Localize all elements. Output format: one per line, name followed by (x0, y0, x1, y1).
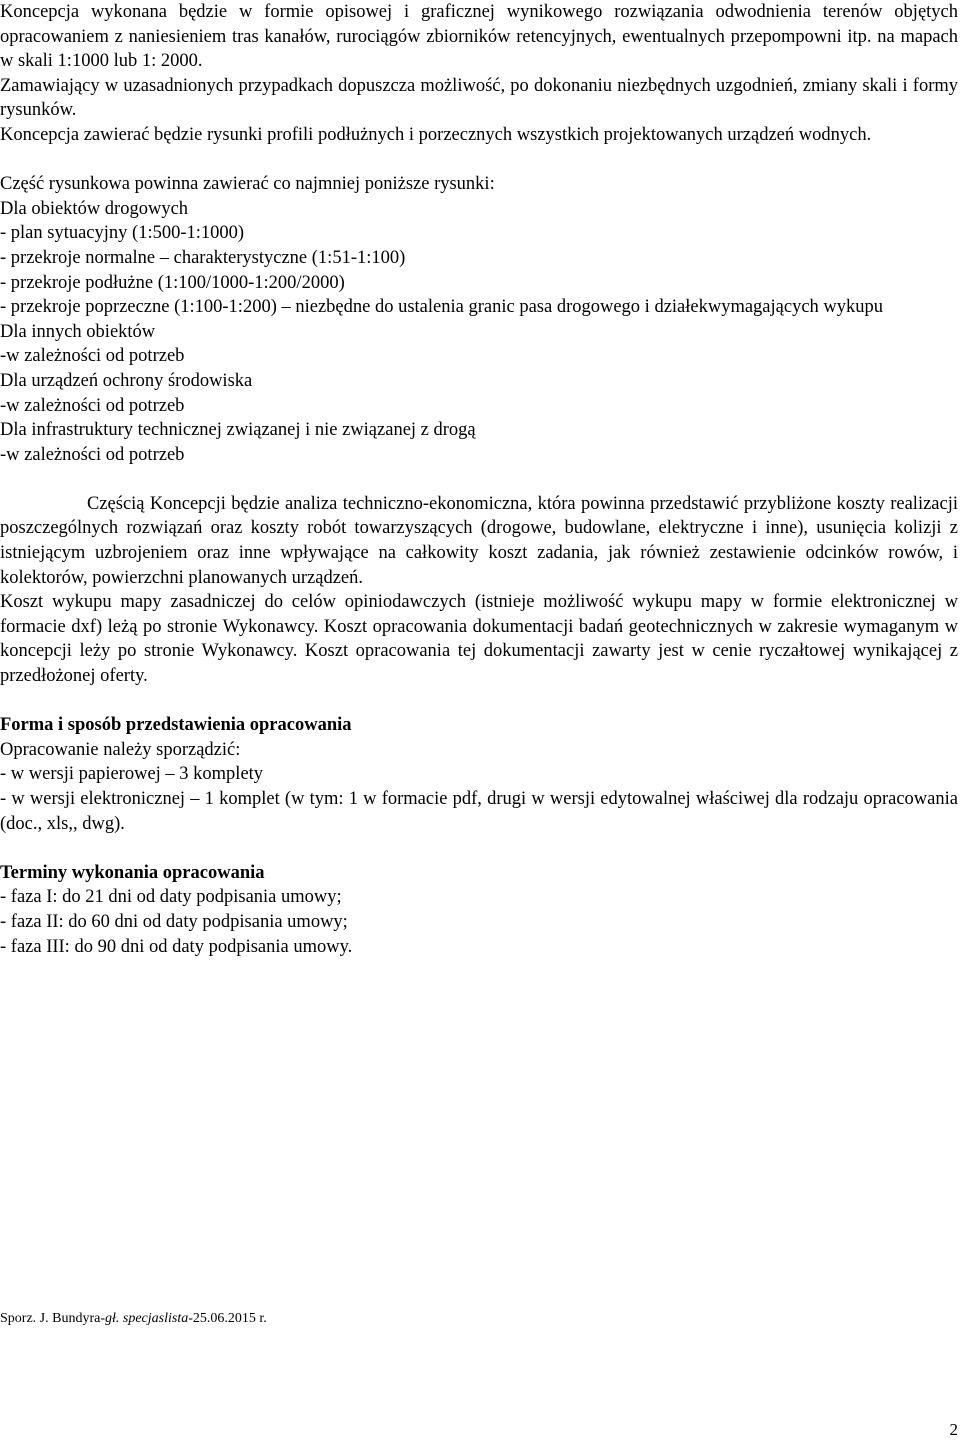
deadline-phase-3: - faza III: do 90 dni od daty podpisania umowy. (0, 936, 353, 957)
infrastructure-heading: Dla infrastruktury technicznej związanej i nie związanej z drogą (0, 420, 476, 441)
road-objects-heading: Dla obiektów drogowych (0, 198, 189, 219)
analysis-paragraph-2: Koszt wykupu mapy zasadniczej do celów opiniodawczych (istnieje możliwość wykupu mapy w formie elektronicznej w formacie dxf) leżą po stronie Wykonawcy. Koszt opracowania dokumentacji badań geotechnicznych w zakresie wymaganym w koncepcji leży po stronie Wykonawcy. Koszt opracowania tej dokumentacji zawarty jest w cenie ryczałtowej wynikającej z przedłożonej oferty. (0, 592, 958, 687)
form-item-electronic: - w wersji elektronicznej – 1 komplet (w tym: 1 w formacie pdf, drugi w wersji edytowalnej właściwej dla rodzaju opracowania (doc., xls,, dwg). (0, 789, 958, 834)
road-item-normal-sections: - przekroje normalne – charakterystyczne (1:51-1:100) (0, 247, 406, 268)
analysis-paragraph-1: Częścią Koncepcji będzie analiza techniczno-ekonomiczna, która powinna przedstawić przybliżone koszty realizacji poszczególnych rozwiązań oraz koszty robót towarzyszących (drogowe, budowlane, elektryczne i inne), usunięcia kolizji z istniejącym uzbrojeniem oraz inne wpływające na całkowity koszt zadania, jak również zestawienie odcinków rowów, i kolektorów, powierzchni planowanych urządzeń. (0, 493, 958, 588)
footer-date: -25.06.2015 r. (188, 1311, 267, 1326)
spacer (0, 148, 958, 173)
author-footer (0, 1310, 267, 1328)
drawings-heading: Część rysunkowa powinna zawierać co najmniej poniższe rysunki: (0, 174, 495, 195)
other-objects-heading: Dla innych obiektów (0, 321, 156, 342)
deadline-phase-2: - faza II: do 60 dni od daty podpisania umowy; (0, 911, 348, 932)
road-item-longitudinal-sections: - przekroje podłużne (1:100/1000-1:200/2000) (0, 272, 345, 293)
footer-prefix: Sporz. J. Bundyra- (0, 1311, 105, 1326)
deadline-phase-1: - faza I: do 21 dni od daty podpisania umowy; (0, 887, 342, 908)
road-item-cross-sections: - przekroje poprzeczne (1:100-1:200) – niezbędne do ustalenia granic pasa drogowego i działekwymagających wykupu (0, 297, 884, 318)
form-item-paper: - w wersji papierowej – 3 komplety (0, 764, 264, 785)
infrastructure-item: -w zależności od potrzeb (0, 444, 185, 465)
footer-role: gł. specjaslista (105, 1311, 189, 1326)
intro-paragraph-1: Koncepcja wykonana będzie w formie opisowej i graficznej wynikowego rozwiązania odwodnienia terenów objętych opracowaniem z naniesieniem tras kanałów, rurociągów zbiorników retencyjnych, ewentualnych przepompowni itp. na mapach w skali 1:1000 lub 1: 2000. (0, 2, 958, 72)
spacer (0, 467, 958, 492)
other-objects-item: -w zależności od potrzeb (0, 346, 185, 367)
page-number: 2 (949, 1420, 958, 1439)
spacer (0, 836, 958, 861)
form-heading: Forma i sposób przedstawienia opracowania (0, 715, 352, 736)
intro-paragraph-2: Zamawiający w uzasadnionych przypadkach dopuszcza możliwość, po dokonaniu niezbędnych uzgodnień, zmiany skali i formy rysunków. (0, 75, 958, 121)
spacer (0, 689, 958, 714)
road-item-site-plan: - plan sytuacyjny (1:500-1:1000) (0, 223, 245, 244)
form-intro: Opracowanie należy sporządzić: (0, 739, 241, 760)
environment-heading: Dla urządzeń ochrony środowiska (0, 370, 253, 391)
intro-paragraph-3: Koncepcja zawierać będzie rysunki profili podłużnych i porzecznych wszystkich projektowanych urządzeń wodnych. (0, 124, 872, 145)
deadlines-heading: Terminy wykonania opracowania (0, 862, 265, 883)
environment-item: -w zależności od potrzeb (0, 395, 185, 416)
